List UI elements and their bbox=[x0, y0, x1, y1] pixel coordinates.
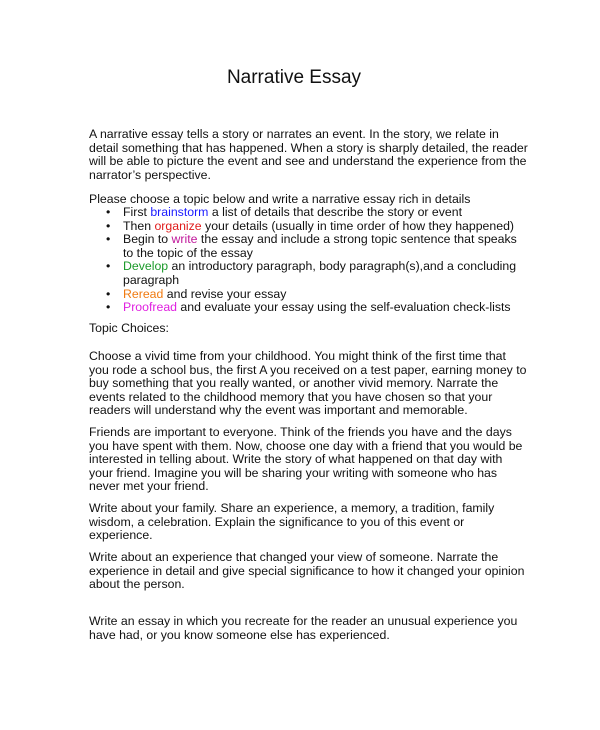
topic-childhood: Choose a vivid time from your childhood. You might think of the first time that you rode a school bus, the first A you received on a test paper, earning money to buy something that you really wanted, or another vivid memory. Narrate the events related to the childhood memory that you have chosen so that your readers will understand why the event was important and memorable. bbox=[89, 349, 527, 418]
list-item bbox=[89, 220, 529, 234]
topic-choices-label: Topic Choices: bbox=[89, 321, 169, 335]
steps-list bbox=[89, 206, 529, 315]
step-after: a list of details that describe the story or event bbox=[208, 205, 463, 219]
list-item bbox=[89, 206, 529, 220]
step-before: Then bbox=[123, 218, 155, 233]
step-keyword-brainstorm: brainstorm bbox=[150, 205, 209, 219]
step-before: Begin to bbox=[123, 232, 172, 247]
step-before: First bbox=[123, 205, 151, 219]
step-keyword-organize: organize bbox=[154, 218, 202, 233]
topic-changed-view: Write about an experience that changed your view of someone. Narrate the experience in detail and give special significance to how it changed your opinion about the person. bbox=[89, 550, 525, 592]
list-item bbox=[89, 233, 529, 260]
page-title: Narrative Essay bbox=[226, 67, 362, 88]
step-keyword-write: write bbox=[171, 232, 198, 247]
list-item bbox=[89, 301, 529, 315]
intro-paragraph: A narrative essay tells a story or narrates an event. In the story, we relate in detail something that has happened. When a story is sharply detailed, the reader will be able to picture the event and see and understand the experience from the narrator’s perspective. bbox=[89, 127, 528, 182]
step-after: your details (usually in time order of how they happened) bbox=[201, 218, 515, 233]
instruction-line: Please choose a topic below and write a narrative essay rich in details bbox=[89, 192, 471, 206]
step-after: an introductory paragraph, body paragraph(s),and a concluding paragraph bbox=[123, 259, 517, 287]
step-keyword-reread: Reread bbox=[123, 286, 164, 301]
step-after: and revise your essay bbox=[163, 286, 287, 301]
list-item bbox=[89, 260, 529, 287]
step-after: the essay and include a strong topic sentence that speaks to the topic of the essay bbox=[123, 232, 517, 260]
topic-friends: Friends are important to everyone. Think of the friends you have and the days you have spent with them. Now, choose one day with a friend that you would be interested in telling about. Write the story of what happened on that day with your friend. Imagine you will be sharing your writing with someone who has never met your friend. bbox=[89, 425, 523, 494]
topic-unusual-experience: Write an essay in which you recreate for the reader an unusual experience you have had, or you know someone else has experienced. bbox=[89, 614, 518, 642]
step-after: and evaluate your essay using the self-evaluation check-lists bbox=[177, 300, 511, 315]
step-keyword-develop: Develop bbox=[123, 259, 169, 274]
topic-family: Write about your family. Share an experience, a memory, a tradition, family wisdom, a celebration. Explain the significance to you of this event or experience. bbox=[89, 501, 495, 543]
list-item bbox=[89, 288, 529, 302]
step-keyword-proofread: Proofread bbox=[123, 300, 178, 315]
